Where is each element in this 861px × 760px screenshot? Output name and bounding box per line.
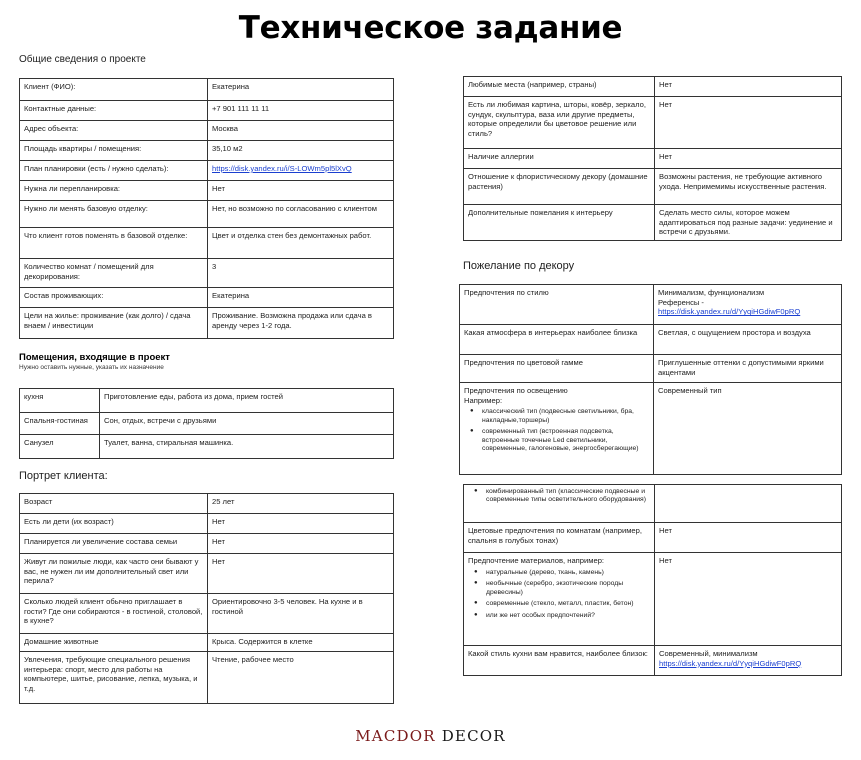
light-list — [464, 408, 649, 453]
table-row: Нужна ли перепланировка: Нет — [20, 181, 394, 201]
logo-part-decor: DECOR — [441, 727, 506, 745]
general-heading: Общие сведения о проекте — [19, 54, 146, 65]
table-row: Цели на жилье: проживание (как долго) / сдача внаем / инвестиции Проживание. Возможна продажа или сдача в аренду через 1-2 года. — [20, 308, 394, 339]
table-row: Есть ли дети (их возраст) Нет — [20, 514, 394, 534]
list-item: ● натуральные (дерево, ткань, камень) — [474, 569, 650, 577]
table-row: Какая атмосфера в интерьерах наиболее близка Светлая, с ощущением простора и воздуха — [460, 325, 842, 355]
table-row: Есть ли любимая картина, шторы, ковёр, зеркало, сундук, скульптура, ваза или другие предметы, которые определили бы цветовое решение или стиль? Нет — [464, 97, 842, 149]
rooms-heading: Помещения, входящие в проект — [19, 352, 170, 363]
light-list-more — [468, 488, 650, 505]
table-row: Дополнительные пожелания к интерьеру Сделать место силы, которое можем адаптироваться под разные задачи: уединение и встречи с друзьями. — [464, 205, 842, 241]
table-row: Предпочтения по стилю Минимализм, функционализм Референсы - https://disk.yandex.ru/d/YyqiHGdiwF0pRQ — [460, 285, 842, 325]
list-item: ● или же нет особых предпочтений? — [474, 612, 650, 620]
plan-link[interactable]: https://disk.yandex.ru/i/S-LOWm5pl5lXvQ — [212, 164, 352, 173]
portrait-table — [19, 493, 394, 704]
style-ref-label: Референсы - — [658, 297, 704, 307]
style-value: Минимализм, функционализм — [658, 288, 765, 297]
decor-heading: Пожелание по декору — [463, 260, 575, 272]
table-row: Контактные данные: +7 901 111 11 11 — [20, 101, 394, 121]
table-row: План планировки (есть / нужно сделать): https://disk.yandex.ru/i/S-LOWm5pl5lXvQ — [20, 161, 394, 181]
table-row: Цветовые предпочтения по комнатам (например, спальня в голубых тонах) Нет — [464, 523, 842, 553]
rooms-table — [19, 388, 394, 459]
table-row: Любимые места (например, страны) Нет — [464, 77, 842, 97]
table-row: Планируется ли увеличение состава семьи Нет — [20, 534, 394, 554]
list-item: ● комбинированный тип (классические подвесные и современные типы осветительного оборудования) — [474, 488, 650, 505]
table-row: Нужно ли менять базовую отделку: Нет, но возможно по согласованию с клиентом — [20, 201, 394, 228]
table-row: Отношение к флористическому декору (домашние растения) Возможны растения, не требующие активного ухода. Непримемимы искусственные растения. — [464, 169, 842, 205]
table-row: Клиент (ФИО): Екатерина — [20, 79, 394, 101]
kitchen-value: Современный, минимализм — [659, 649, 758, 658]
list-item: ● современный тип (встроенная подсветка, встроенные точечные Led светильники, современные, галогеновые, энергосберегающие) — [470, 428, 649, 453]
decor-table — [459, 284, 842, 475]
list-item: ● современные (стекло, металл, пластик, бетон) — [474, 600, 650, 608]
table-row: Сколько людей клиент обычно приглашает в гости? Где они собираются - в гостиной, столовой, в кухне? Ориентировочно 3-5 человек. На кухне и в гостиной — [20, 594, 394, 634]
table-row: Какой стиль кухни вам нравится, наиболее близок: Современный, минимализм https://disk.yandex.ru/d/YyqiHGdiwF0pRQ — [464, 646, 842, 676]
materials-label: Предпочтение материалов, например: — [468, 556, 605, 565]
right-top-table — [463, 76, 842, 241]
light-example: Например: — [464, 395, 503, 405]
decor-table-2 — [463, 484, 842, 676]
table-row: Состав проживающих: Екатерина — [20, 288, 394, 308]
table-row: Площадь квартиры / помещения: 35,10 м2 — [20, 141, 394, 161]
kitchen-link[interactable]: https://disk.yandex.ru/d/YyqiHGdiwF0pRQ — [659, 658, 802, 668]
table-row: Санузел Туалет, ванна, стиральная машинка. — [20, 435, 394, 459]
table-row: Предпочтения по освещению Например: ● классический тип (подвесные светильники, бра, накладные,торшеры) ● современный тип (встроенная подсветка, встроенные точечные Led светильники, современные, галогеновые, энергосберегающие) Современный тип — [460, 383, 842, 475]
portrait-heading: Портрет клиента: — [19, 470, 108, 482]
light-label: Предпочтения по освещению — [464, 386, 568, 395]
general-table — [19, 78, 394, 339]
list-item: ● необычные (серебро, экзотические породы древесины) — [474, 580, 650, 597]
logo-part-macdor: MACDOR — [355, 727, 436, 745]
table-row: кухня Приготовление еды, работа из дома, прием гостей — [20, 389, 394, 413]
table-row: Возраст 25 лет — [20, 494, 394, 514]
document-title: Техническое задание — [238, 10, 623, 46]
style-ref-link[interactable]: https://disk.yandex.ru/d/YyqiHGdiwF0pRQ — [658, 307, 801, 317]
table-row: Домашние животные Крыса. Содержится в клетке — [20, 634, 394, 652]
table-row — [464, 485, 842, 523]
rooms-note: Нужно оставить нужные, указать их назначение — [19, 364, 164, 371]
brand-logo — [0, 727, 861, 745]
table-row: Предпочтения по цветовой гамме Приглушенные оттенки с допустимыми яркими акцентами — [460, 355, 842, 383]
table-row: Спальня-гостиная Сон, отдых, встречи с друзьями — [20, 413, 394, 435]
table-row: Живут ли пожилые люди, как часто они бывают у вас, не нужен ли им дополнительный свет или перила? Нет — [20, 554, 394, 594]
materials-list — [468, 569, 650, 620]
table-row: Предпочтение материалов, например: ● натуральные (дерево, ткань, камень) ● необычные (серебро, экзотические породы древесины) ● современные (стекло, металл, пластик, бетон) ● или же нет особых предпочтений? Нет — [464, 553, 842, 646]
table-row: Адрес объекта: Москва — [20, 121, 394, 141]
list-item: ● классический тип (подвесные светильники, бра, накладные,торшеры) — [470, 408, 649, 425]
table-row: Наличие аллергии Нет — [464, 149, 842, 169]
table-row: Количество комнат / помещений для декорирования: 3 — [20, 259, 394, 288]
table-row: Увлечения, требующие специального решения интерьера: спорт, место для работы на компьютере, шитье, рисование, лепка, музыка, и т.д. Чтение, рабочее место — [20, 652, 394, 704]
table-row: Что клиент готов поменять в базовой отделке: Цвет и отделка стен без демонтажных работ. — [20, 228, 394, 259]
